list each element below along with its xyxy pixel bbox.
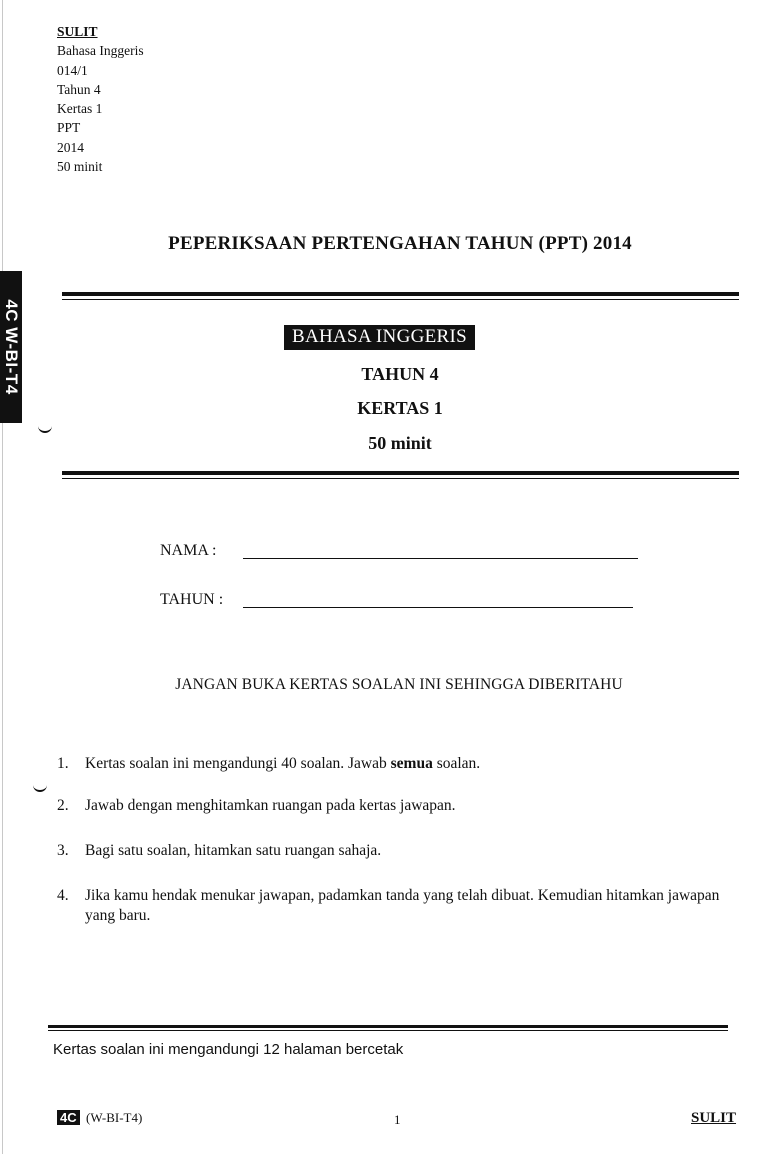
- instruction-item: [57, 754, 737, 774]
- instruction-text: Bagi satu soalan, hitamkan satu ruangan sahaja.: [85, 842, 382, 859]
- footer-sulit: SULIT: [691, 1110, 737, 1126]
- instruction-item: [57, 886, 737, 926]
- page-number: 1: [394, 1112, 401, 1127]
- instruction-text: Jika kamu hendak menukar jawapan, padamkan tanda yang telah dibuat. Kemudian hitamkan jawapan yang baru.: [85, 887, 720, 924]
- header-block: [57, 22, 144, 176]
- scan-edge: [2, 0, 3, 1154]
- instruction-number: 1.: [57, 755, 69, 772]
- subject-banner: BAHASA INGGERIS: [284, 325, 475, 350]
- name-label: NAMA :: [160, 542, 217, 559]
- header-exam-year: 2014: [57, 139, 84, 155]
- instruction-item: [57, 841, 737, 861]
- header-exam: PPT: [57, 120, 81, 136]
- year-title: TAHUN 4: [361, 364, 439, 384]
- instruction-number: 3.: [57, 842, 69, 859]
- instruction-text: Jawab dengan menghitamkan ruangan pada kertas jawapan.: [85, 797, 456, 814]
- header-code: 014/1: [57, 62, 88, 78]
- year-label: TAHUN :: [160, 591, 224, 608]
- year-field[interactable]: [243, 607, 633, 608]
- duration-title: 50 minit: [368, 433, 432, 453]
- scan-mark: [38, 424, 52, 433]
- warning-text: JANGAN BUKA KERTAS SOALAN INI SEHINGGA DIBERITAHU: [175, 676, 623, 693]
- scan-mark: [33, 783, 47, 792]
- instruction-emphasis: semua: [390, 755, 433, 772]
- instruction-number: 4.: [57, 887, 69, 904]
- header-duration: 50 minit: [57, 159, 103, 175]
- instruction-text: Kertas soalan ini mengandungi 40 soalan. Jawab: [85, 755, 391, 772]
- instruction-text: soalan.: [432, 755, 481, 772]
- instruction-number: 2.: [57, 797, 69, 814]
- header-paper: Kertas 1: [57, 101, 103, 117]
- header-subject: Bahasa Inggeris: [57, 43, 144, 59]
- header-sulit: SULIT: [57, 24, 98, 39]
- name-field[interactable]: [243, 558, 638, 559]
- exam-title: PEPERIKSAAN PERTENGAHAN TAHUN (PPT) 2014: [168, 233, 632, 254]
- instruction-item: [57, 796, 737, 816]
- pages-note: Kertas soalan ini mengandungi 12 halaman bercetak: [53, 1041, 404, 1058]
- paper-title: KERTAS 1: [357, 398, 443, 418]
- code-badge: 4C: [57, 1110, 80, 1125]
- side-tab-label: 4C W-BI-T4: [2, 299, 21, 395]
- header-year: Tahun 4: [57, 81, 101, 97]
- paper-code: (W-BI-T4): [86, 1110, 143, 1125]
